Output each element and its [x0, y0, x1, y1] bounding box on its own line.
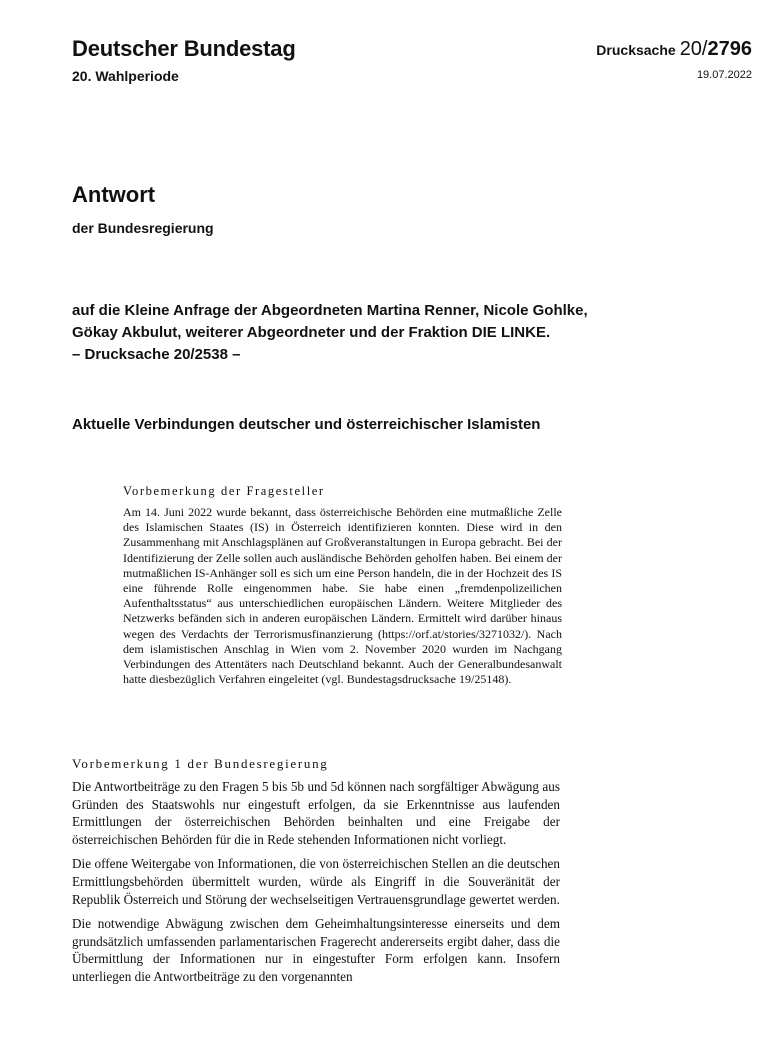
- prelim-government-paragraph: Die offene Weitergabe von Informationen, die von österreichischen Stellen an die deutschen Ermittlungsbehörden übermittelt wurden, würde als Eingriff in die Souveränität der Republik Österreich und Störung der wechselseitigen Vertrauensgrundlage gewertet werden.: [72, 856, 560, 907]
- drucksache-number-prefix: 20/: [679, 38, 708, 60]
- prelim-government-paragraph: Die notwendige Abwägung zwischen dem Geheimhaltungsinteresse einerseits und dem grundsätzlich umfassenden parlamentarischen Fragerecht andererseits ergibt daher, dass die Übermittlung der Informationen nur in eingestufter Form erfolgen kann. Insofern unterliegen die Antwortbeiträge zu den vorgenannten: [72, 916, 560, 984]
- drucksache-line: [596, 36, 752, 63]
- prelim-questioners-text: Am 14. Juni 2022 wurde bekannt, dass österreichische Behörden eine mutmaßliche Zelle des Islamischen Staates (IS) in Österreich identifizieren konnten. Diese wird in den Zusammenhang mit Anschlagsplänen auf Großveranstaltungen in Europa gebracht. Bei der Identifizierung der Zelle sollen auch ausländische Behörden geholfen haben. Bei einem der mutmaßlichen IS-Anhänger soll es sich um eine Person handeln, die in der Hochzeit des IS eine führende Rolle eingenommen habe. Sie habe einen „fremdenpolizeilichen Aufenthaltsstatus“ aus unterschiedlichen europäischen Ländern. Weitere Mitglieder des Netzwerks befänden sich in anderen europäischen Ländern. Ermittelt wird darüber hinaus wegen des Verdachts der Terrorismusfinanzierung (https://orf.at/stories/3271032/). Nach dem islamistischen Anschlag in Wien vom 2. November 2020 wurden im Nachgang Verbindungen des Attentäters nach Deutschland bekannt. Auch der Generalbundesanwalt hatte diesbezüglich Verfahren eingeleitet (vgl. Bundestagsdrucksache 19/25148).: [123, 505, 562, 687]
- document-header-left: [72, 36, 296, 84]
- document-type-title: Antwort: [72, 182, 156, 207]
- institution-title: Deutscher Bundestag: [72, 36, 296, 61]
- drucksache-label: Drucksache: [596, 42, 676, 58]
- inquiry-line: Gökay Akbulut, weiterer Abgeordneter und der Fraktion DIE LINKE.: [72, 324, 551, 341]
- document-header-right: [596, 36, 752, 81]
- inquiry-reference: [72, 300, 712, 366]
- prelim-government-paragraph: Die Antwortbeiträge zu den Fragen 5 bis 5b und 5d können nach sorgfältiger Abwägung aus Gründen des Staatswohls nur eingestuft erfolgen, da sie Erkenntnisse aus laufenden Ermittlungen der österreichischen Behörden beinhalten und eine Freigabe der österreichischen Behörden für die in Rede stehenden Informationen nicht vorliegt.: [72, 779, 560, 847]
- inquiry-line: – Drucksache 20/2538 –: [72, 346, 241, 363]
- legislative-period: 20. Wahlperiode: [72, 68, 179, 84]
- document-date: 19.07.2022: [696, 69, 752, 81]
- prelim-government-heading: Vorbemerkung 1 der Bundesregierung: [72, 756, 329, 771]
- prelim-questioners-section: [123, 484, 562, 687]
- prelim-questioners-heading: Vorbemerkung der Fragesteller: [123, 484, 325, 498]
- inquiry-line: auf die Kleine Anfrage der Abgeordneten Martina Renner, Nicole Gohlke,: [72, 302, 588, 319]
- document-type-subtitle: der Bundesregierung: [72, 220, 214, 236]
- document-subject: Aktuelle Verbindungen deutscher und österreichischer Islamisten: [72, 416, 541, 433]
- prelim-government-section: [72, 756, 560, 993]
- drucksache-number: 2796: [707, 38, 752, 60]
